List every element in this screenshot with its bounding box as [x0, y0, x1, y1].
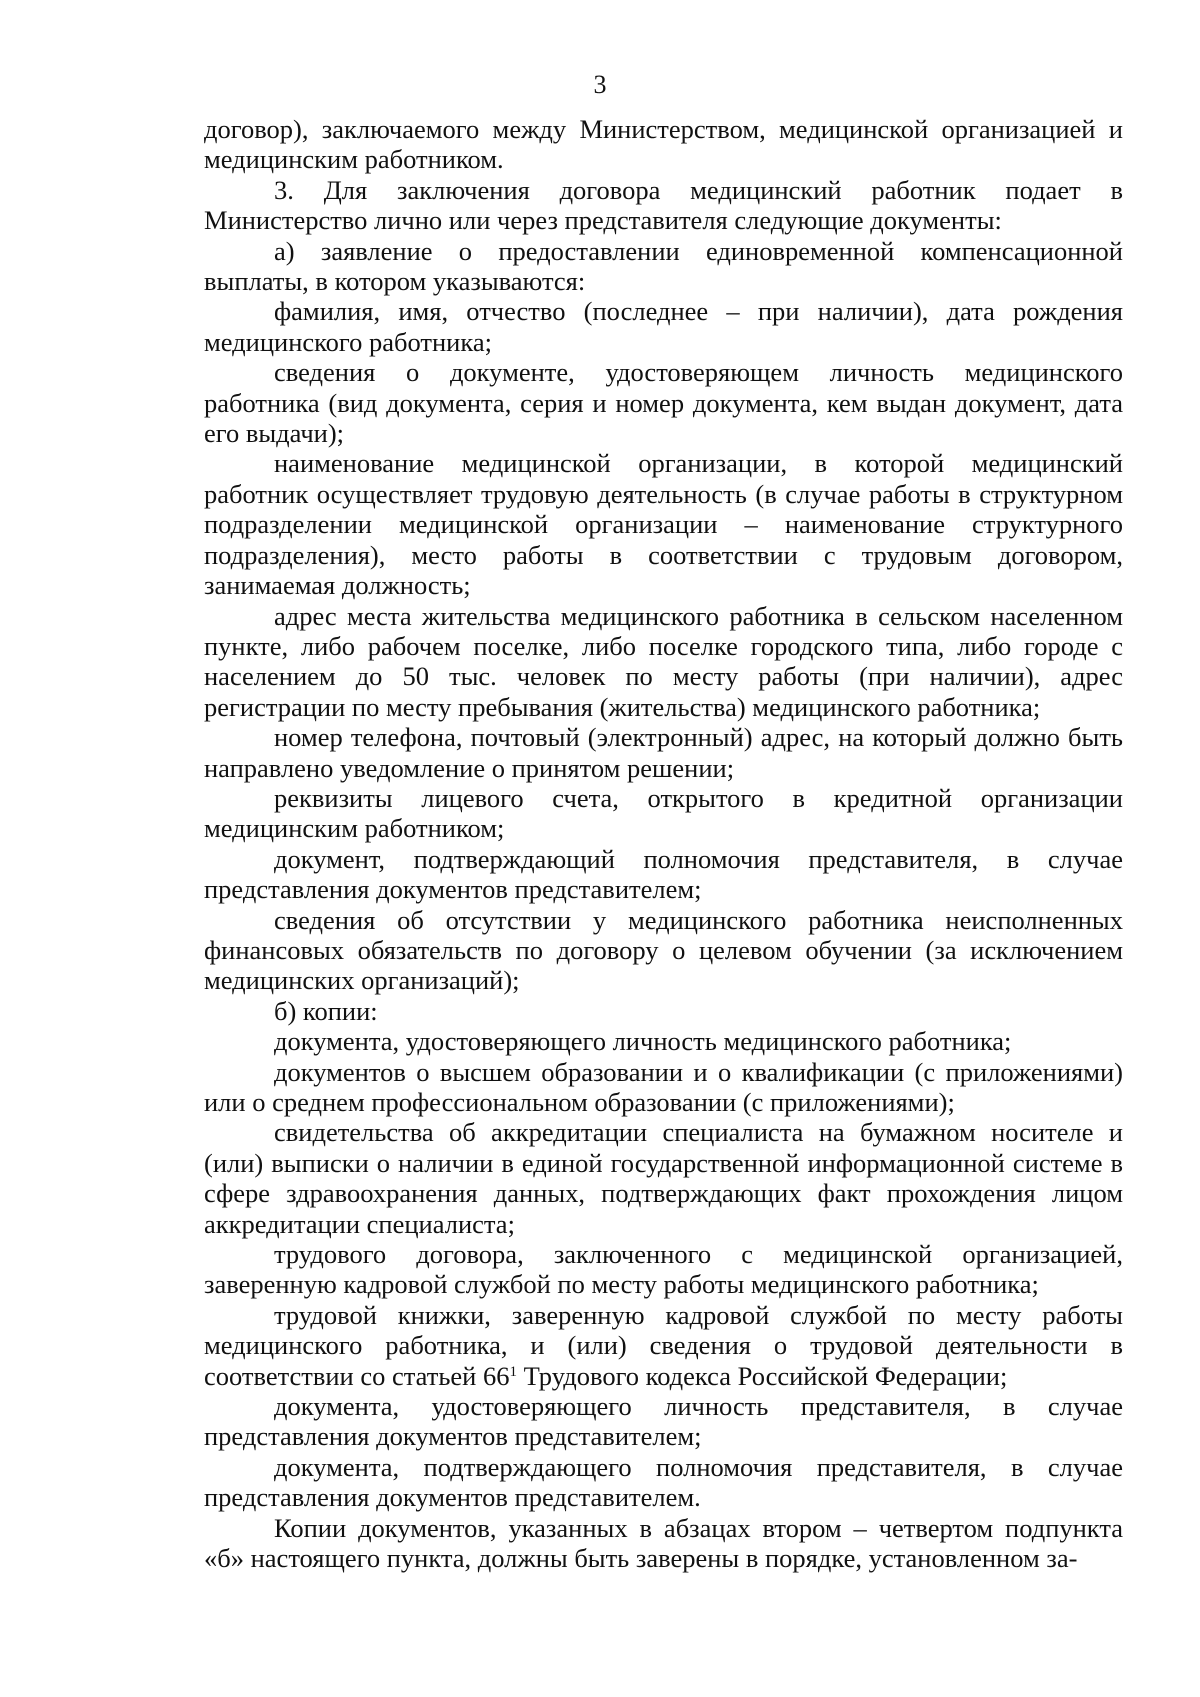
document-body [204, 114, 1123, 1574]
paragraph-certification-note: Копии документов, указанных в абзацах втором – четвертом подпункта «б» настоящего пункта, должны быть заверены в порядке, установленном за- [204, 1512, 1123, 1574]
work-book-text-end: Трудового кодекса Российской Федерации; [516, 1360, 1008, 1391]
paragraph-item-3: 3. Для заключения договора медицинский работник подает в Министерство лично или через представителя следующие документы: [204, 174, 1123, 236]
paragraph-organization-name: наименование медицинской организации, в которой медицинский работник осуществляет трудовую деятельность (в случае работы в структурном подразделении медицинской организации – наименование структурного подразделения), место работы в соответствии с трудовым договором, занимаемая должность; [204, 448, 1123, 601]
paragraph-subitem-a: а) заявление о предоставлении единовременной компенсационной выплаты, в котором указываются: [204, 235, 1123, 297]
paragraph-copy-representative-authority: документа, подтверждающего полномочия представителя, в случае представления документов представителем. [204, 1451, 1123, 1513]
paragraph-financial-obligations: сведения об отсутствии у медицинского работника неисполненных финансовых обязательств по договору о целевом обучении (за исключением медицинских организаций); [204, 904, 1123, 996]
paragraph-copy-accreditation: свидетельства об аккредитации специалиста на бумажном носителе и (или) выписки о наличии в единой государственной информационной системе в сфере здравоохранения данных, подтверждающих факт прохождения лицом аккредитации специалиста; [204, 1117, 1123, 1239]
paragraph-copy-identity: документа, удостоверяющего личность медицинского работника; [274, 1026, 1012, 1057]
paragraph-copy-employment-contract: трудового договора, заключенного с медицинской организацией, заверенную кадровой службой по месту работы медицинского работника; [204, 1239, 1123, 1300]
page-number: 3 [593, 70, 607, 99]
paragraph-copy-representative-identity: документа, удостоверяющего личность представителя, в случае представления документов представителем; [204, 1391, 1123, 1452]
paragraph-identity-document: сведения о документе, удостоверяющем личность медицинского работника (вид документа, серия и номер документа, кем выдан документ, дата его выдачи); [204, 357, 1123, 449]
article-superscript: 1 [509, 1363, 517, 1380]
paragraph-full-name: фамилия, имя, отчество (последнее – при наличии), дата рождения медицинского работника; [204, 296, 1123, 357]
paragraph-copy-work-book [204, 1300, 1123, 1391]
work-book-text: трудовой книжки, заверенную кадровой службой по месту работы медицинского работника, и (или) сведения о трудовой деятельности в соответствии со статьей 66 [204, 1299, 1123, 1391]
paragraph-residence-address: адрес места жительства медицинского работника в сельском населенном пункте, либо рабочем поселке, либо поселке городского типа, либо городе с населением до 50 тыс. человек по месту работы (при наличии), адрес регистрации по месту пребывания (жительства) медицинского работника; [204, 600, 1123, 722]
paragraph-subitem-b: б) копии: [274, 995, 378, 1026]
paragraph-bank-account: реквизиты лицевого счета, открытого в кредитной организации медицинским работником; [204, 782, 1123, 844]
paragraph-continuation: договор), заключаемого между Министерством, медицинской организацией и медицинским работником. [204, 114, 1123, 175]
paragraph-copy-education: документов о высшем образовании и о квалификации (с приложениями) или о среднем профессиональном образовании (с приложениями); [204, 1056, 1123, 1117]
paragraph-representative-authority: документ, подтверждающий полномочия представителя, в случае представления документов представителем; [204, 843, 1123, 905]
paragraph-contact-details: номер телефона, почтовый (электронный) адрес, на который должно быть направлено уведомление о принятом решении; [204, 722, 1123, 783]
